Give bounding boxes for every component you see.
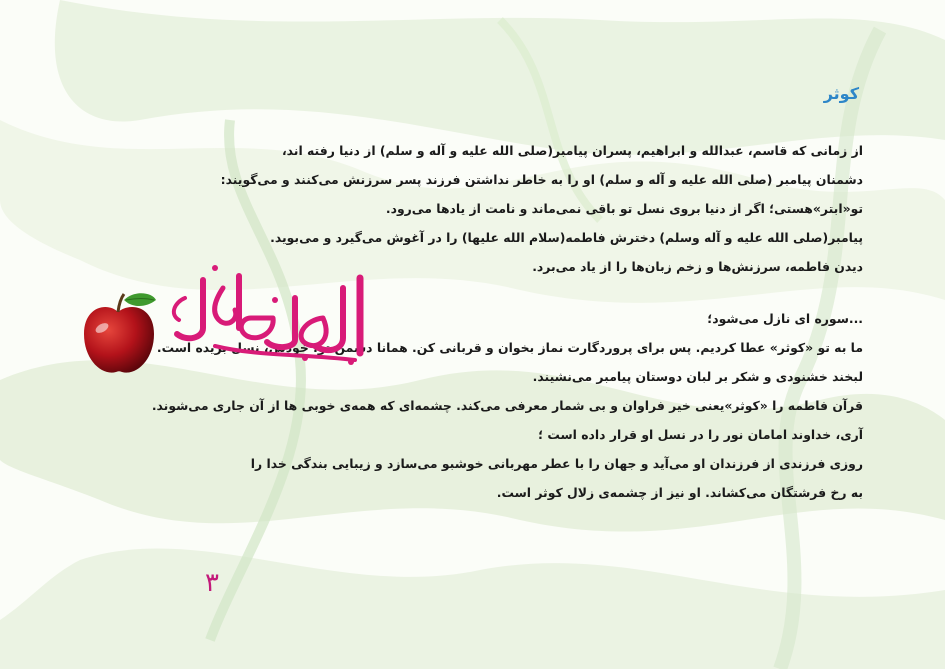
paragraph-line: لبخند خشنودی و شکر بر لبان دوستان پیامبر می‌نشیند. — [532, 369, 863, 384]
paragraph-line: ...سوره ای نازل می‌شود؛ — [707, 311, 863, 326]
paragraph-line: تو«ابتر»هستی؛ اگر از دنیا بروی نسل تو باقی نمی‌ماند و نامت از یادها می‌رود. — [385, 201, 863, 216]
page-title: کوثر — [823, 84, 859, 103]
paragraph-line: دیدن فاطمه، سرزنش‌ها و زخم زبان‌ها را از یاد می‌برد. — [532, 259, 863, 274]
paragraph-line: به رخ فرشتگان می‌کشاند. او نیز از چشمه‌ی زلال کوثر است. — [496, 485, 863, 500]
calligraphy-logo — [155, 258, 380, 368]
paragraph-line: ما به تو «کوثر» عطا کردیم. پس برای پروردگارت نماز بخوان و قربانی کن. همانا دشمن تو، خودش، نسل بریده است. — [156, 340, 863, 355]
page-number: ۳ — [205, 568, 219, 598]
paragraph-line: از زمانی که قاسم، عبدالله و ابراهیم، پسران پیامبر(صلی الله علیه و آله و سلم) از دنیا رفته اند، — [281, 143, 863, 158]
paragraph-line: دشمنان پیامبر (صلی الله علیه و آله و سلم) او را به خاطر نداشتن فرزند پسر سرزنش می‌کنند و می‌گویند: — [220, 172, 863, 187]
paragraph-line: آری، خداوند امامان نور را در نسل او قرار داده است ؛ — [538, 427, 863, 442]
paragraph-line: قرآن فاطمه را «کوثر»یعنی خیر فراوان و بی شمار معرفی می‌کند. چشمه‌ای که همه‌ی خوبی ها از آن جاری می‌شوند. — [151, 398, 863, 413]
apple-icon — [78, 290, 158, 378]
paragraph-line: پیامبر(صلی الله علیه و آله وسلم) دخترش فاطمه(سلام الله علیها) را در آغوش می‌گیرد و می‌بوید. — [270, 230, 863, 245]
paragraph-line: روزی فرزندی از فرزندان او می‌آید و جهان را با عطر مهربانی خوشبو می‌سازد و زیبایی بندگی خدا را — [250, 456, 863, 471]
